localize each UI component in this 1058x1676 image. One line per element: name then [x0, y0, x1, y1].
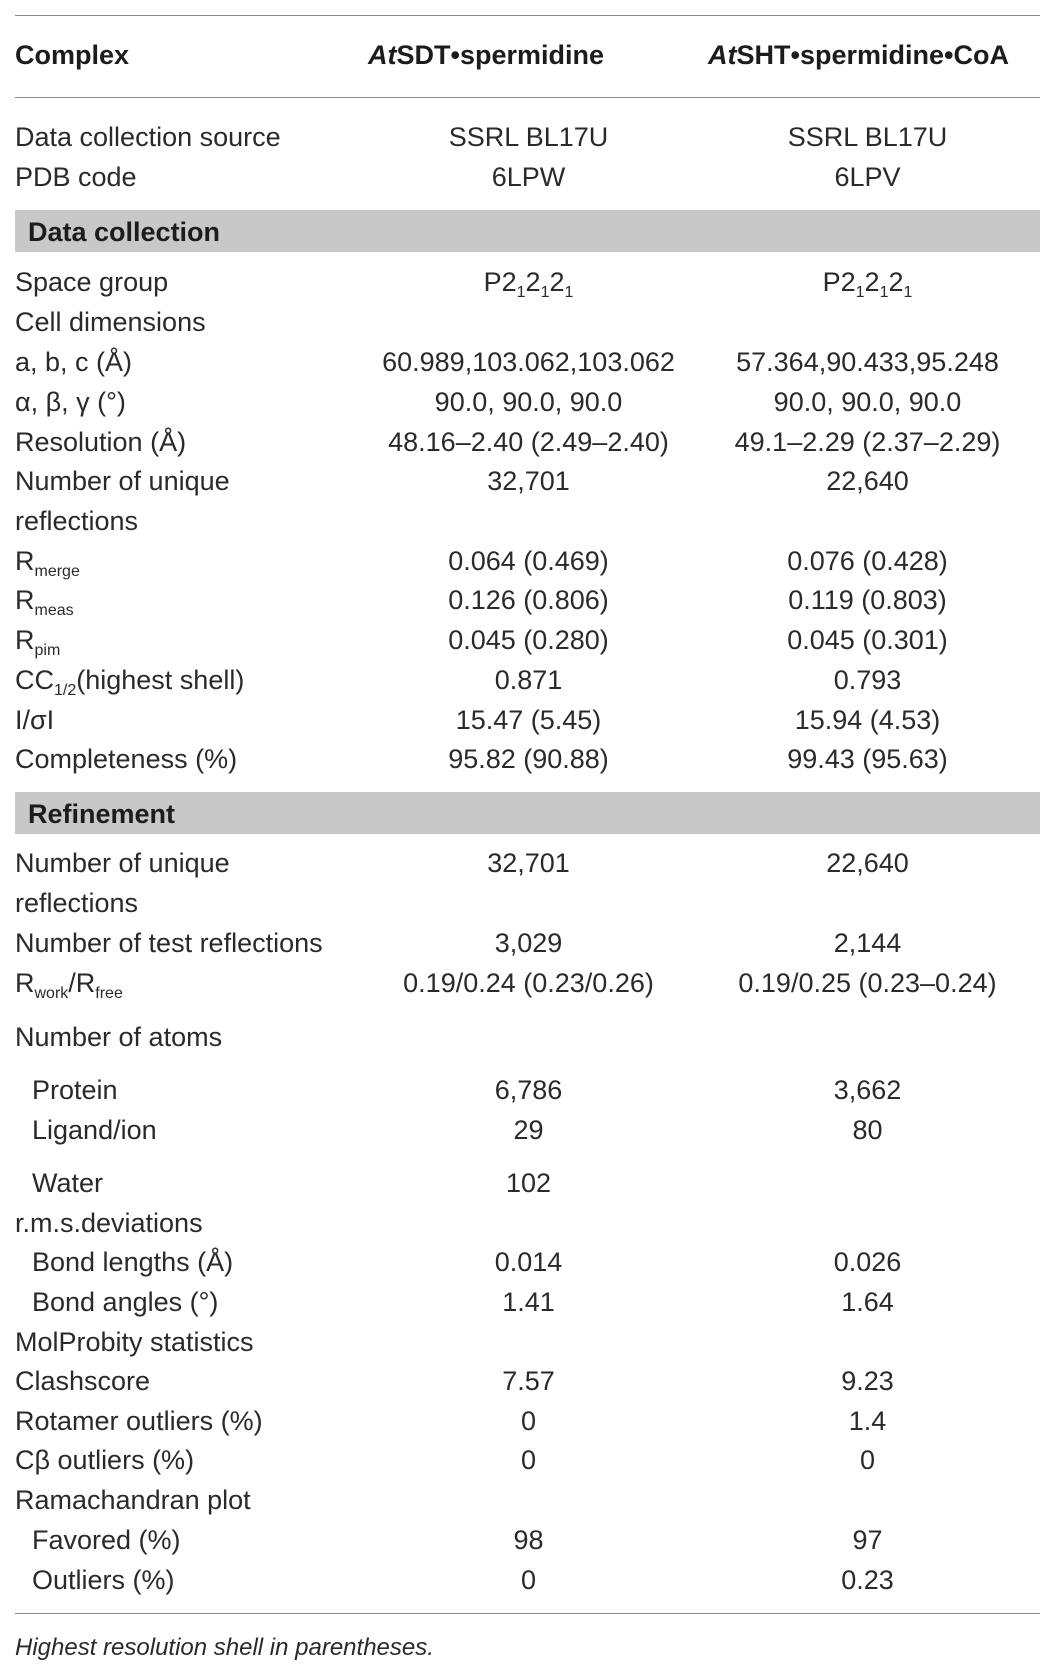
row-label: Space group: [15, 267, 169, 297]
row-label: Number of unique: [15, 466, 230, 496]
table-row: [15, 928, 1040, 968]
cell-atsht: 0.045 (0.301): [787, 625, 948, 655]
cell-atsdt: 0.064 (0.469): [448, 546, 609, 576]
table-row: [15, 466, 1040, 506]
cell-atsht: 15.94 (4.53): [794, 705, 941, 735]
row-label: Number of test reflections: [15, 928, 323, 958]
table-row: [15, 848, 1040, 888]
row-label: Cβ outliers (%): [15, 1445, 195, 1475]
header-rule: [15, 97, 1040, 98]
cell-atsdt: 7.57: [502, 1366, 555, 1396]
cell-atsdt: 102: [505, 1168, 552, 1198]
row-label: MolProbity statistics: [15, 1327, 254, 1357]
row-label: $R_{work}/R_{free}$: [15, 968, 123, 1002]
cell-atsht: 0.793: [833, 665, 902, 695]
bottom-rule: [15, 1613, 1040, 1614]
top-rule: [15, 15, 1040, 16]
cell-atsdt: 95.82 (90.88): [448, 744, 609, 774]
row-label: Completeness (%): [15, 744, 238, 774]
cell-atsht: 90.0, 90.0, 90.0: [773, 387, 962, 417]
row-label: α, β, γ (°): [15, 387, 126, 417]
row-label: PDB code: [15, 162, 137, 192]
section-title: Refinement: [28, 799, 176, 829]
row-label: Clashscore: [15, 1366, 151, 1396]
row-label: $R_{meas}$: [15, 585, 74, 619]
cell-atsdt: 0.014: [494, 1247, 563, 1277]
cell-atsdt: 3,029: [494, 928, 563, 958]
cell-atsdt: 6LPW: [491, 162, 566, 192]
row-label: Rotamer outliers (%): [15, 1406, 263, 1436]
table-row: [15, 1247, 1040, 1287]
row-label: Resolution (Å): [15, 427, 187, 457]
table-row: [15, 744, 1040, 784]
footnote: Highest resolution shell in parentheses.: [15, 1634, 434, 1661]
cell-atsdt: 29: [513, 1115, 544, 1145]
table-row: [15, 625, 1040, 665]
table-row: [15, 387, 1040, 427]
row-label: $R_{merge}$: [15, 546, 80, 580]
section-band-refinement: [15, 792, 1040, 834]
cell-atsht: 2,144: [833, 928, 902, 958]
row-label: I/σI: [15, 705, 55, 735]
table-row: [15, 705, 1040, 745]
cell-atsht: 97: [852, 1525, 883, 1555]
table-row: [15, 888, 1040, 928]
table-row: [15, 968, 1040, 1008]
row-label: a, b, c (Å): [15, 347, 133, 377]
row-label: Outliers (%): [32, 1565, 175, 1595]
cell-atsdt: 32,701: [487, 466, 570, 496]
cell-atsht: SSRL BL17U: [787, 122, 948, 152]
cell-atsht: 0.026: [833, 1247, 902, 1277]
cell-atsdt: 0.045 (0.280): [448, 625, 609, 655]
table-row: [15, 1022, 1040, 1062]
table-row: [15, 1168, 1040, 1208]
table-row: [15, 1208, 1040, 1248]
table-row: [15, 1327, 1040, 1367]
table-row: [15, 546, 1040, 586]
cell-atsht: 0.076 (0.428): [787, 546, 948, 576]
cell-atsht: $P2_12_12_1$: [822, 267, 913, 301]
cell-atsht: 22,640: [826, 848, 909, 878]
header-complex: Complex: [15, 40, 130, 70]
row-label: Number of unique: [15, 848, 230, 878]
table-row: [15, 585, 1040, 625]
section-band-data-collection: [15, 210, 1040, 252]
table-row: [15, 427, 1040, 467]
cell-atsht: 22,640: [826, 466, 909, 496]
table-row: [15, 1406, 1040, 1446]
cell-atsht: 80: [852, 1115, 883, 1145]
cell-atsdt: 0.126 (0.806): [448, 585, 609, 615]
row-label: $CC_{1/2}(highest$ shell): [15, 665, 245, 699]
cell-atsdt: 0.871: [494, 665, 563, 695]
table-row: [15, 307, 1040, 347]
row-label: Data collection source: [15, 122, 281, 152]
cell-atsdt: 1.41: [502, 1287, 555, 1317]
cell-atsht: 9.23: [841, 1366, 894, 1396]
cell-atsht: 0: [859, 1445, 876, 1475]
row-label: Cell dimensions: [15, 307, 206, 337]
table-row: [15, 1445, 1040, 1485]
row-label: Ramachandran plot: [15, 1485, 251, 1515]
table-row: [15, 506, 1040, 546]
header-atsht-rest: SHT•spermidine•CoA: [736, 40, 1009, 70]
header-atsht: [708, 40, 1009, 71]
cell-atsht: 3,662: [833, 1075, 902, 1105]
row-label: Water: [32, 1168, 104, 1198]
cell-atsdt: $P2_12_12_1$: [483, 267, 574, 301]
cell-atsdt: 0: [520, 1445, 537, 1475]
header-atsdt: [368, 40, 604, 71]
cell-atsht: 1.64: [841, 1287, 894, 1317]
cell-atsdt: 48.16–2.40 (2.49–2.40): [388, 427, 669, 457]
cell-atsdt: 90.0, 90.0, 90.0: [434, 387, 623, 417]
table-row: [15, 1075, 1040, 1115]
cell-atsdt: 60.989,103.062,103.062: [382, 347, 675, 377]
row-label: $R_{pim}$: [15, 625, 61, 659]
cell-atsdt: 32,701: [487, 848, 570, 878]
cell-atsht: 1.4: [848, 1406, 887, 1436]
cell-atsdt: 98: [513, 1525, 544, 1555]
header-atsdt-rest: SDT•spermidine: [396, 40, 604, 70]
section-title: Data collection: [28, 217, 221, 247]
row-label: Ligand/ion: [32, 1115, 157, 1145]
cell-atsht: 0.19/0.25 (0.23–0.24): [738, 968, 997, 998]
table-row: [15, 1115, 1040, 1155]
cell-atsht: 49.1–2.29 (2.37–2.29): [734, 427, 1001, 457]
table-row: [15, 1485, 1040, 1525]
cell-atsht: 0.119 (0.803): [788, 585, 947, 615]
row-label: r.m.s.deviations: [15, 1208, 203, 1238]
row-label-continued: reflections: [15, 506, 139, 536]
row-label: Number of atoms: [15, 1022, 223, 1052]
row-label: Bond angles (°): [32, 1287, 219, 1317]
cell-atsdt: 15.47 (5.45): [455, 705, 602, 735]
table-row: [15, 122, 1040, 162]
table-row: [15, 1525, 1040, 1565]
cell-atsdt: 0: [520, 1406, 537, 1436]
table-row: [15, 1565, 1040, 1605]
cell-atsht: 57.364,90.433,95.248: [736, 347, 999, 377]
cell-atsht: 99.43 (95.63): [787, 744, 948, 774]
table-row: [15, 267, 1040, 307]
cell-atsdt: 6,786: [494, 1075, 563, 1105]
row-label: Bond lengths (Å): [32, 1247, 234, 1277]
table-row: [15, 1366, 1040, 1406]
cell-atsht: 6LPV: [834, 162, 901, 192]
cell-atsdt: SSRL BL17U: [448, 122, 609, 152]
cell-atsht: 0.23: [841, 1565, 894, 1595]
header-atsdt-italic: At: [368, 40, 397, 70]
cell-atsdt: 0.19/0.24 (0.23/0.26): [403, 968, 654, 998]
header-atsht-italic: At: [708, 40, 737, 70]
table-row: [15, 665, 1040, 705]
row-label: Favored (%): [32, 1525, 181, 1555]
table-row: [15, 1287, 1040, 1327]
cell-atsdt: 0: [520, 1565, 537, 1595]
table-row: [15, 347, 1040, 387]
table-row: [15, 162, 1040, 202]
row-label: Protein: [32, 1075, 118, 1105]
row-label-continued: reflections: [15, 888, 139, 918]
